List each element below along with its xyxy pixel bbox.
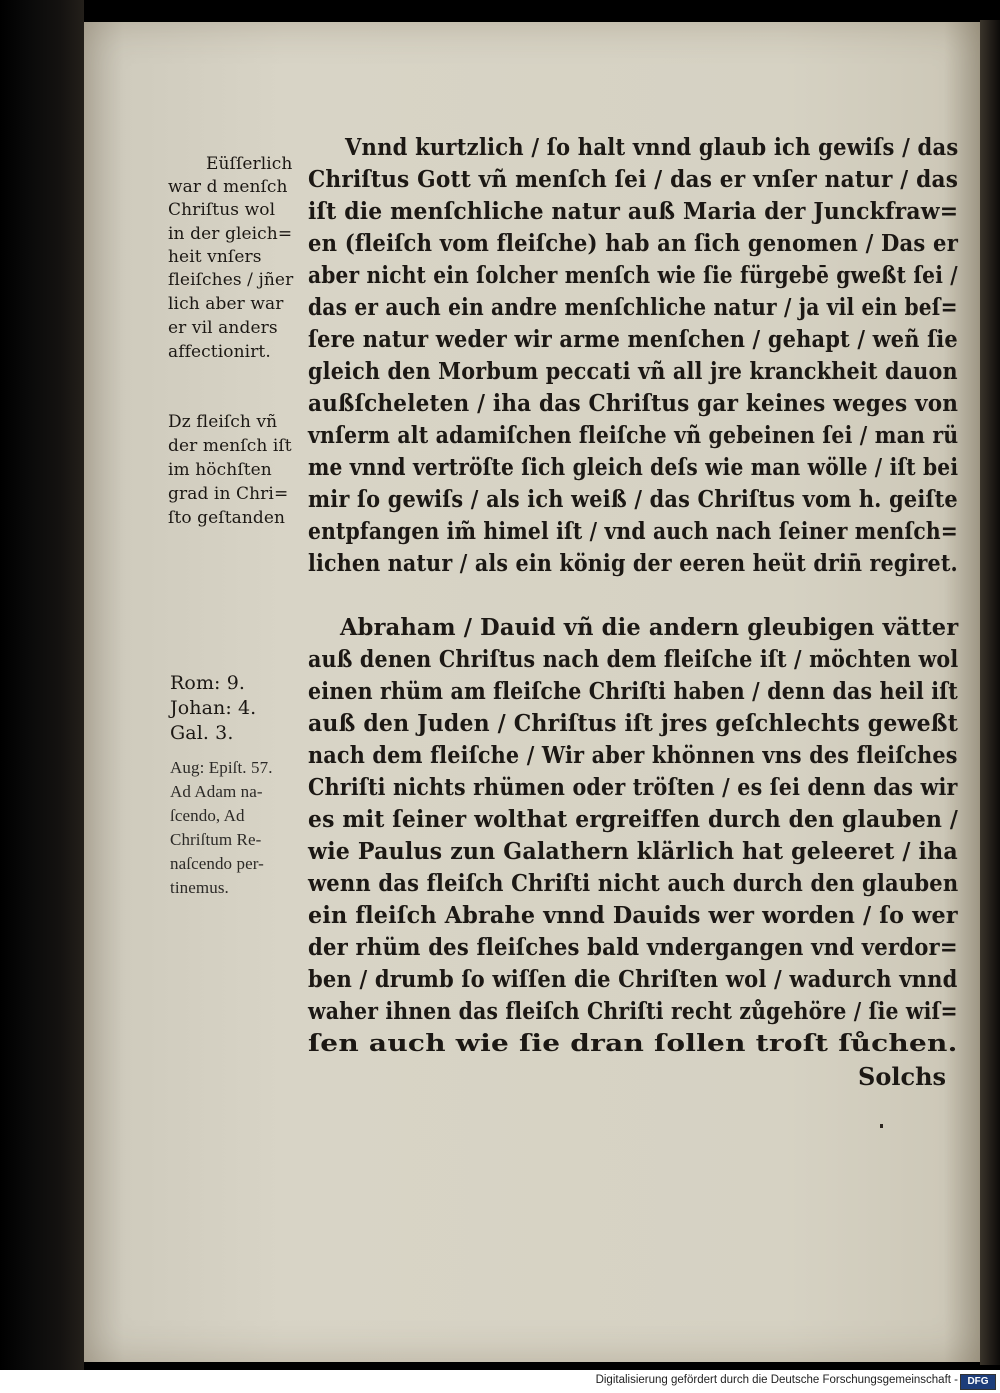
text-line: ſen auch wie ſie dran ſollen troſt ſůchen. <box>308 1030 958 1057</box>
margin-line: der menſch iſt <box>168 436 292 456</box>
text-line: aber nicht ein ſolcher menſch wie ſie fürgebē gweßt ſei / <box>308 262 958 289</box>
margin-line: Gal. 3. <box>170 722 234 744</box>
text-line: es mit ſeiner wolthat ergreiffen durch den glauben / <box>308 806 959 833</box>
margin-line: Ad Adam na- <box>170 782 263 801</box>
margin-line: Dz fleiſch vñ <box>168 412 278 432</box>
text-line: waher ihnen das fleiſch Chriſti recht zůgehöre / ſie wiſ= <box>308 998 958 1025</box>
margin-line: Johan: 4. <box>170 697 257 719</box>
text-line: ein fleiſch Abrahe vnnd Dauids wer worden / ſo wer <box>308 902 958 929</box>
text-line: ſere natur weder wir arme menſchen / gehapt / weñ ſie <box>308 326 958 353</box>
margin-line: Chriſtus wol <box>168 200 276 220</box>
page-edge-shadow <box>980 20 1000 1365</box>
margin-line: tinemus. <box>170 878 229 897</box>
text-line: entpfangen im̃ himel iſt / vnd auch nach ſeiner menſch= <box>308 518 958 545</box>
margin-line: fleiſches / jñer <box>168 270 294 290</box>
margin-line: lich aber war <box>168 294 284 314</box>
text-line: en (fleiſch vom fleiſche) hab an ſich genomen / Das er <box>308 230 959 257</box>
text-line: der rhüm des fleiſches bald vndergangen vnd verdor= <box>308 934 958 961</box>
text-line: wenn das fleiſch Chriſti nicht auch durch den glauben <box>308 870 959 897</box>
text-line: Abraham / Dauid vñ die andern gleubigen vätter <box>340 614 959 641</box>
text-line: auß denen Chriſtus nach dem fleiſche iſt / möchten wol <box>308 646 959 673</box>
catchword: Solchs <box>858 1062 947 1091</box>
margin-line: Chriſtum Re- <box>170 830 262 849</box>
text-line: auß den Juden / Chriſtus iſt jres geſchlechts geweßt <box>308 710 959 737</box>
text-line: Chriſti nichts rhümen oder tröſten / es ſei denn das wir <box>308 774 958 801</box>
text-line: Chriſtus Gott vñ menſch ſei / das er vnſer natur / das <box>308 166 959 193</box>
margin-line: war d menſch <box>168 177 288 197</box>
funding-credit: Digitalisierung gefördert durch die Deutsche Forschungsgemeinschaft - <box>595 1374 958 1386</box>
text-line: gleich den Morbum peccati vñ all jre kranckheit dauon <box>308 358 958 385</box>
margin-line: in der gleich= <box>168 224 293 244</box>
margin-line: er vil anders <box>168 318 278 338</box>
margin-line: heit vnſers <box>168 247 262 267</box>
text-line: ben / drumb ſo wiſſen die Chriſten wol / wadurch vnnd <box>308 966 958 993</box>
text-line: Vnnd kurtzlich / ſo halt vnnd glaub ich gewiſs / das <box>345 134 959 161</box>
text-line: das er auch ein andre menſchliche natur / ja vil ein beſ= <box>308 294 958 321</box>
text-line: lichen natur / als ein könig der eeren heüt drin̄ regiret. <box>308 550 958 577</box>
margin-line: grad in Chri= <box>168 484 289 504</box>
margin-line: Aug: Epiſt. 57. <box>170 758 273 777</box>
margin-line: Rom: 9. <box>170 672 246 694</box>
text-line: einen rhüm am fleiſche Chriſti haben / denn das heil iſt <box>308 678 958 705</box>
text-line: mir ſo gewiſs / als ich weiß / das Chriſtus vom h. geiſte <box>308 486 958 513</box>
margin-line: affectionirt. <box>168 342 271 362</box>
margin-line: im höchſten <box>168 460 272 480</box>
margin-line: naſcendo per- <box>170 854 264 873</box>
margin-line: Eüſſerlich <box>206 154 293 174</box>
dfg-logo: DFG <box>960 1374 996 1390</box>
text-line: me vnnd vertröſte ſich gleich deſs wie man wölle / iſt bei <box>308 454 959 481</box>
footer-bar <box>0 1370 1000 1393</box>
text-line: wie Paulus zun Galathern klärlich hat geleeret / iha <box>308 838 958 865</box>
margin-line: ſto geſtanden <box>168 508 286 528</box>
book-binding-shadow <box>0 0 84 1370</box>
margin-line: ſcendo, Ad <box>170 806 245 825</box>
text-line: iſt die menſchliche natur auß Maria der Junckfraw= <box>308 198 959 225</box>
ink-speck <box>880 1124 883 1128</box>
text-line: nach dem fleiſche / Wir aber khönnen vns des fleiſches <box>308 742 958 769</box>
text-line: vnſerm alt adamiſchen fleiſche vñ gebeinen ſei / man rü <box>308 422 959 449</box>
text-line: außſcheleten / iha das Chriſtus gar keines weges von <box>308 390 959 417</box>
